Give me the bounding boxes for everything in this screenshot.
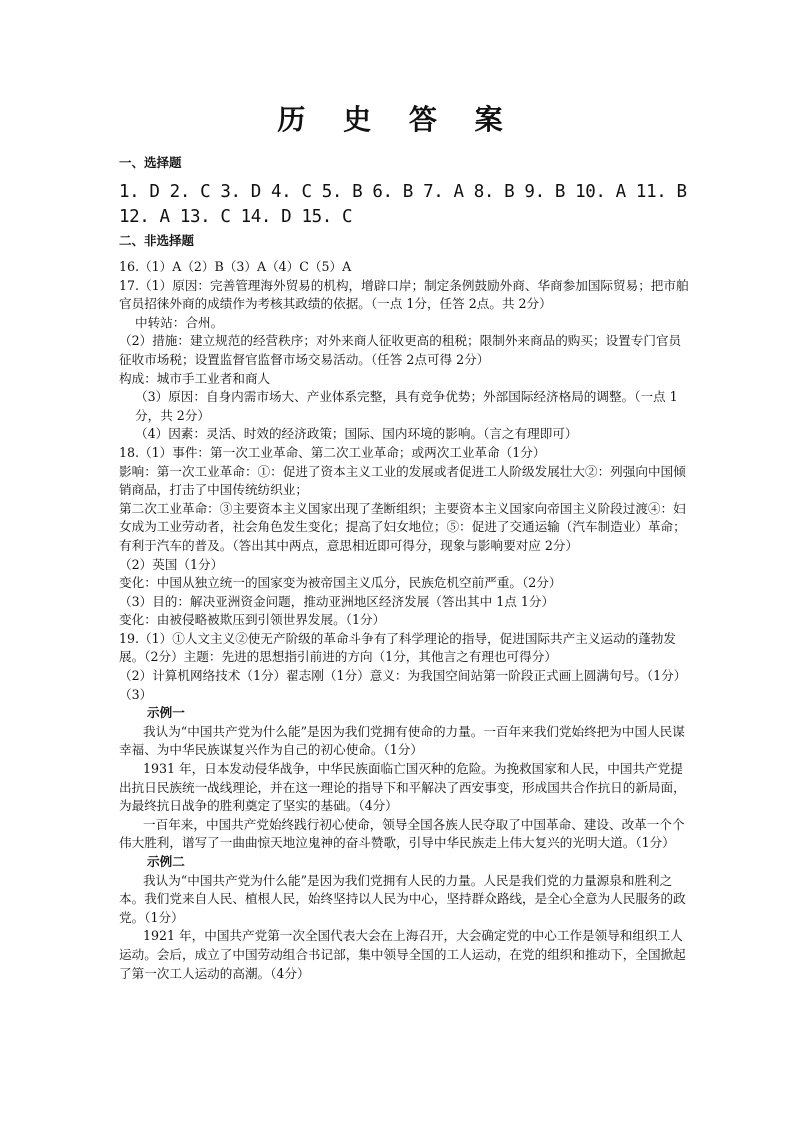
example-two-para: 1921 年，中国共产党第一次全国代表大会在上海召开，大会确定党的中心工作是领导和组织工人运动。会后，成立了中国劳动组合书记部，集中领导全国的工人运动，在党的组织和推动下，全国掀起了第一次工人运动的高潮。（4分） xyxy=(119,928,686,981)
example-one-heading: 示例一 xyxy=(147,705,185,721)
multiple-choice-answers: 1. D 2. C 3. D 4. C 5. B 6. B 7. A 8. B 9. B 10. A 11. B 12. A 13. C 14. D 15. C xyxy=(119,182,687,227)
example-one-para: 我认为“中国共产党为什么能”是因为我们党拥有使命的力量。一百年来我们党始终把为中国人民谋幸福、为中华民族谋复兴作为自己的初心使命。（1分） xyxy=(119,723,685,758)
q17-factors: （4）因素：灵活、时效的经济政策；国际、国内环境的影响。（言之有理即可） xyxy=(135,426,578,442)
q19-part2: （2）计算机网络技术（1分）翟志刚（1分）意义：为我国空间站第一阶段正式画上圆满句号。（1分） xyxy=(119,668,687,684)
q16-answer: 16.（1）A（2）B（3）A（4）C（5）A xyxy=(119,259,352,274)
q18-change-2: 变化：由被侵略被欺压到引领世界发展。（1分） xyxy=(119,612,386,628)
q17-measures: （2）措施：建立规范的经营秩序；对外来商人征收更高的租税；限制外来商品的购买；设置专门官员征收市场税；设置监督官监督市场交易活动。（任答 2点可得 2分） xyxy=(119,333,682,367)
q18-purpose: （3）目的：解决亚洲资金问题，推动亚洲地区经济发展（答出其中 1点 1分） xyxy=(119,593,555,609)
example-one-para: 1931 年，日本发动侵华战争，中华民族面临亡国灭种的危险。为挽救国家和人民，中国共产党提出抗日民族统一战线理论，并在这一理论的指导下和平解决了西安事变，形成国共合作抗日的新局面，为最终抗日战争的胜利奠定了坚实的基础。（4分） xyxy=(119,761,686,814)
example-one-para: 一百年来，中国共产党始终践行初心使命，领导全国各族人民夺取了中国革命、建设、改革一个个伟大胜利，谱写了一曲曲惊天地泣鬼神的奋斗赞歌，引导中华民族走上伟大复兴的光明大道。（1分） xyxy=(119,816,685,851)
q18-country: （2）英国（1分） xyxy=(119,556,224,572)
q17-composition: 构成：城市手工业者和商人 xyxy=(119,370,271,386)
answer-body xyxy=(119,258,689,983)
q17-causes: （3）原因：自身内需市场大、产业体系完整，具有竞争优势；外部国际经济格局的调整。（一点 1分，共 2分） xyxy=(135,389,678,423)
q17-reason: 17.（1）原因：完善管理海外贸易的机构，增辟口岸；制定条例鼓励外商、华商参加国际贸易；把市舶官员招徕外商的成绩作为考核其政绩的依据。（一点 1分，任答 2点。共 2分） xyxy=(119,277,689,312)
section-multiple-choice-heading: 一、选择题 xyxy=(119,155,182,170)
example-two-para: 我认为“中国共产党为什么能”是因为我们党拥有人民的力量。人民是我们党的力量源泉和胜利之本。我们党来自人民、植根人民，始终坚持以人民为中心，坚持群众路线，是全心全意为人民服务的政党。（1分） xyxy=(119,872,686,925)
q18-impact-first: 影响：第一次工业革命：①：促进了资本主义工业的发展或者促进工人阶级发展壮大②：列强向中国倾销商品，打击了中国传统纺织业； xyxy=(119,463,686,498)
section-non-choice-heading: 二、非选择题 xyxy=(119,233,195,248)
q18-impact-second: 第二次工业革命：③主要资本主义国家出现了垄断组织；主要资本主义国家向帝国主义阶段过渡④：妇女成为工业劳动者，社会角色发生变化；提高了妇女地位；⑤：促进了交通运输（汽车制造业）革命；有利于汽车的普及。（答出其中两点，意思相近即可得分，现象与影响要对应 2分） xyxy=(119,500,686,553)
q19-part1: 19.（1）①人文主义②使无产阶级的革命斗争有了科学理论的指导，促进国际共产主义运动的蓬勃发展。（2分）主题：先进的思想指引前进的方向（1分，其他言之有理也可得分） xyxy=(119,630,676,665)
q18-events: 18.（1）事件：第一次工业革命、第二次工业革命；或两次工业革命（1分） xyxy=(119,444,546,460)
page-title: 历 史 答 案 xyxy=(277,103,517,136)
example-two-heading: 示例二 xyxy=(147,854,185,869)
q17-transit: 中转站：合州。 xyxy=(135,314,224,330)
q18-change: 变化：中国从独立统一的国家变为被帝国主义瓜分，民族危机空前严重。（2分） xyxy=(119,575,562,591)
q19-part3: （3） xyxy=(119,686,153,702)
